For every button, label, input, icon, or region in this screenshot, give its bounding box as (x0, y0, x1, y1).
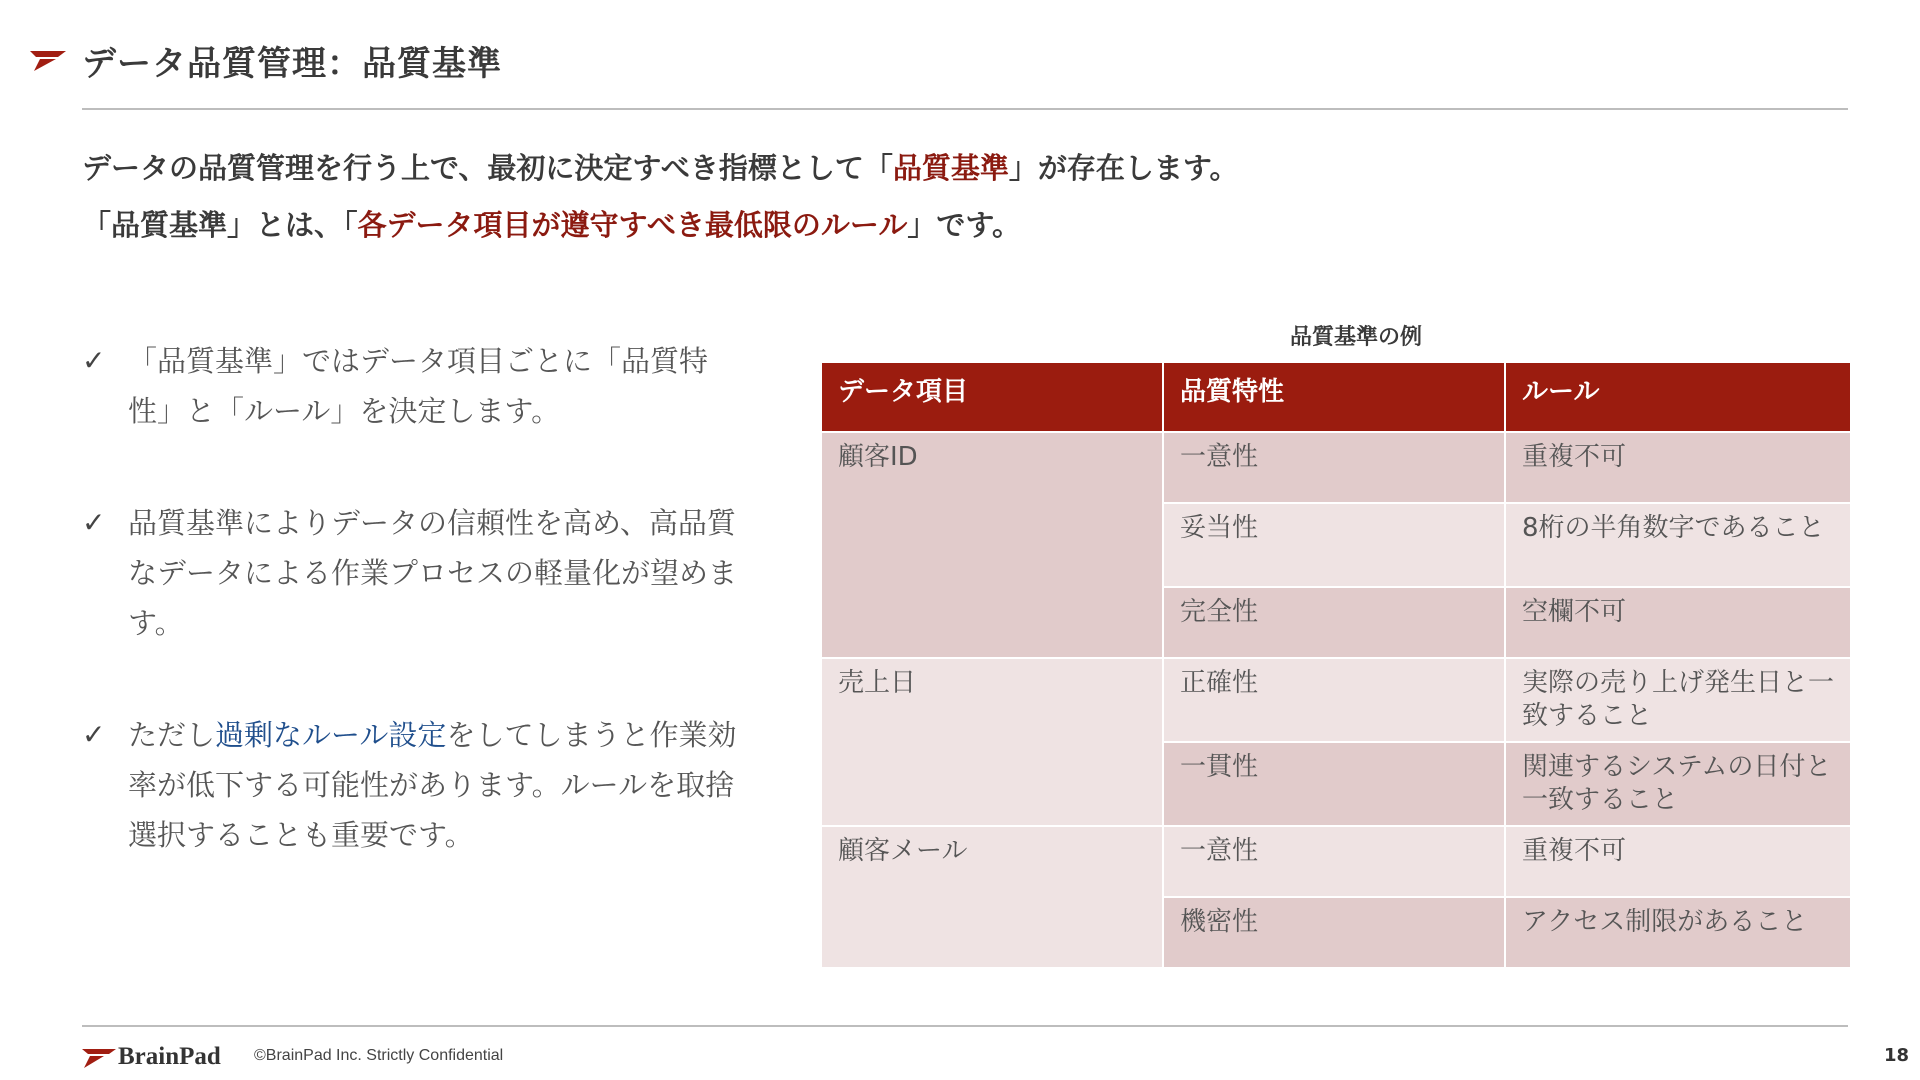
attr-cell: 一意性 (1163, 432, 1505, 503)
quality-standard-table (820, 361, 1852, 969)
lead-line-2-pre: 「品質基準」とは、「 (82, 208, 358, 242)
bullet-text-post: をしてしまうと作業効率が低下する可能性があります。ルールを取捨選択することも重要です。 (128, 718, 737, 852)
lead-line-2-accent: 各データ項目が遵守すべき最低限のルール (357, 208, 908, 242)
table-header-row (821, 362, 1851, 432)
attr-cell: 機密性 (1163, 897, 1505, 968)
item-cell: 顧客メール (821, 826, 1163, 968)
attr-cell: 妥当性 (1163, 503, 1505, 587)
check-icon: ✓ (82, 718, 106, 751)
page-number: 18 (1884, 1045, 1910, 1066)
lead-line-2 (82, 197, 1239, 254)
attr-cell: 一貫性 (1163, 742, 1505, 826)
check-icon: ✓ (82, 344, 106, 377)
attr-cell: 正確性 (1163, 658, 1505, 742)
table-caption: 品質基準の例 (1290, 325, 1423, 350)
rule-cell: アクセス制限があること (1505, 897, 1851, 968)
lead-text (82, 140, 1239, 254)
header-rule: ルール (1505, 362, 1851, 432)
rule-cell: 8桁の半角数字であること (1505, 503, 1851, 587)
table-row (821, 432, 1851, 503)
bullet-item (82, 498, 742, 648)
rule-cell: 重複不可 (1505, 826, 1851, 897)
lead-line-1-pre: データの品質管理を行う上で、最初に決定すべき指標として「 (82, 151, 893, 185)
page-title: データ品質管理：品質基準 (82, 44, 502, 84)
item-cell: 顧客ID (821, 432, 1163, 658)
rule-cell: 関連するシステムの日付と一致すること (1505, 742, 1851, 826)
bullet-item (82, 336, 742, 436)
table-row (821, 658, 1851, 742)
check-icon: ✓ (82, 506, 106, 539)
header-quality-attribute: 品質特性 (1163, 362, 1505, 432)
table-row (821, 826, 1851, 897)
rule-cell: 実際の売り上げ発生日と一致すること (1505, 658, 1851, 742)
attr-cell: 完全性 (1163, 587, 1505, 658)
copyright-text: ©BrainPad Inc. Strictly Confidential (254, 1047, 504, 1064)
title-divider (82, 108, 1848, 110)
attr-cell: 一意性 (1163, 826, 1505, 897)
bullet-text-highlight: 過剰なルール設定 (215, 718, 447, 752)
bullet-text: 品質基準によりデータの信頼性を高め、高品質なデータによる作業プロセスの軽量化が望めます。 (128, 506, 738, 640)
rule-cell: 重複不可 (1505, 432, 1851, 503)
item-cell: 売上日 (821, 658, 1163, 826)
footer-divider (82, 1025, 1848, 1027)
rule-cell: 空欄不可 (1505, 587, 1851, 658)
bullet-list (82, 336, 742, 922)
header-data-item: データ項目 (821, 362, 1163, 432)
lead-line-1-post: 」が存在します。 (1008, 151, 1239, 185)
brainpad-logo (82, 1040, 242, 1070)
bullet-item (82, 710, 742, 860)
brand-mark-icon (30, 49, 66, 71)
logo-text: BrainPad (118, 1043, 221, 1070)
bullet-text: 「品質基準」ではデータ項目ごとに「品質特性」と「ルール」を決定します。 (128, 344, 709, 428)
lead-line-2-post: 」です。 (907, 208, 1022, 242)
lead-line-1-accent: 品質基準 (892, 151, 1009, 185)
bullet-text-pre: ただし (128, 718, 216, 752)
lead-line-1 (82, 140, 1239, 197)
